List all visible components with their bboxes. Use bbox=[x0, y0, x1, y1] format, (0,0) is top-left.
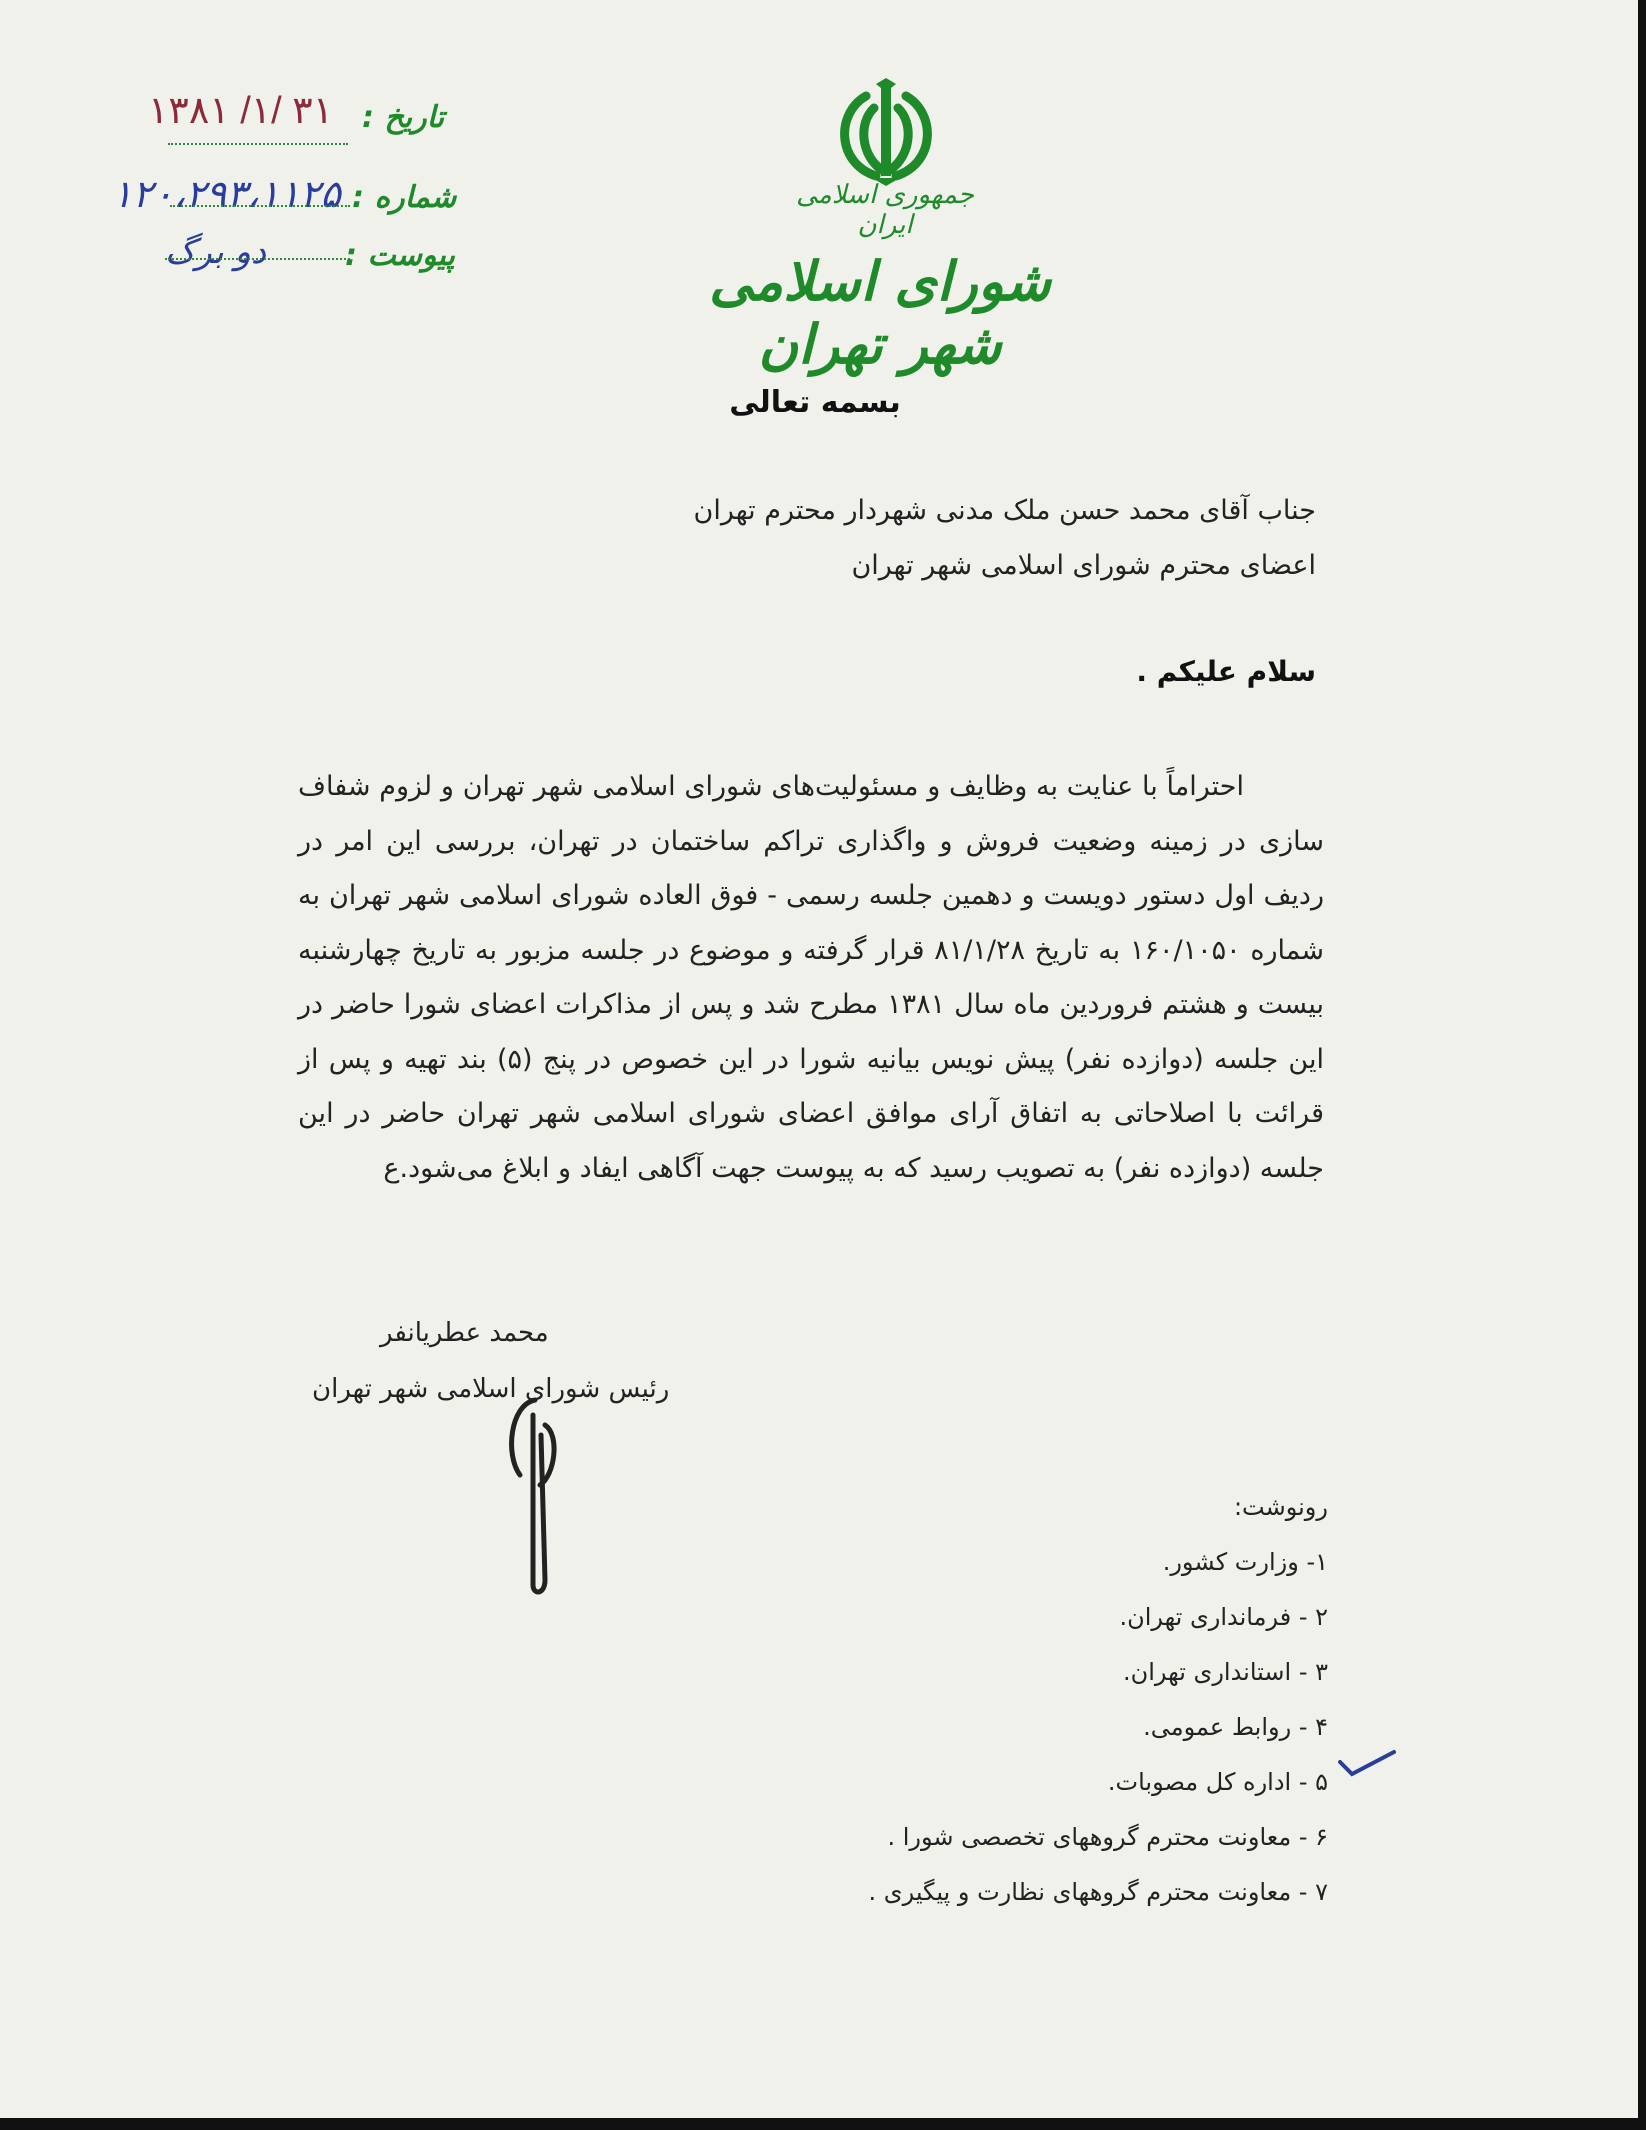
date-stamp: ۱۳۸۱ /۱/ ۳۱ bbox=[148, 90, 334, 132]
iran-emblem-icon bbox=[826, 78, 946, 188]
date-label: تاریخ : bbox=[362, 100, 445, 135]
body-paragraph: احتراماً با عنایت به وظایف و مسئولیت‌های شورای اسلامی شهر تهران و لزوم شفاف سازی در زمینه وضعیت فروش و واگذاری تراکم ساختمان در تهران، بررسی این امر در ردیف اول دستور دویست و دهمین جلسه رسمی - فوق العاده شورای اسلامی شهر تهران به شماره ۱۶۰/۱۰۵۰ به تاریخ ۸۱/۱/۲۸ قرار گرفته و موضوع در جلسه مزبور به تاریخ چهارشنبه بیست و هشتم فروردین ماه سال ۱۳۸۱ مطرح شد و پس از مذاکرات اعضای شورا حاضر در این جلسه (دوازده نفر) پیش نویس بیانیه شورا در این خصوص در پنج (۵) بند تهیه و پس از قرائت با اصلاحاتی به اتفاق آرای موافق اعضای شورای اسلامی شهر تهران حاضر در این جلسه (دوازده نفر) به تصویب رسید که به پیوست جهت آگاهی ایفاد و ابلاغ می‌شود.ع bbox=[298, 771, 1324, 1184]
number-label: شماره : bbox=[352, 180, 457, 215]
attachment-dotted-line bbox=[165, 258, 350, 260]
cc-label: رونوشت: bbox=[1233, 1493, 1328, 1521]
country-name: جمهوری اسلامی ایران bbox=[796, 180, 974, 240]
letter-body bbox=[298, 760, 1324, 1196]
handwritten-signature bbox=[505, 1395, 565, 1595]
date-dotted-line bbox=[168, 143, 348, 145]
cc-item: ۳ - استانداری تهران. bbox=[1123, 1658, 1328, 1686]
organization-name: شورای اسلامی شهر تهران bbox=[709, 250, 1051, 376]
greeting: سلام علیکم . bbox=[1136, 655, 1316, 688]
attachment-label: پیوست : bbox=[345, 238, 455, 273]
cc-item: ۷ - معاونت محترم گروههای نظارت و پیگیری . bbox=[868, 1878, 1328, 1906]
number-dotted-line bbox=[170, 205, 350, 207]
checkmark-icon bbox=[1338, 1748, 1396, 1778]
signatory-title: رئیس شورای اسلامی شهر تهران bbox=[312, 1374, 670, 1404]
cc-item: ۵ - اداره کل مصوبات. bbox=[1107, 1768, 1328, 1796]
invocation: بسمه تعالی bbox=[729, 385, 901, 420]
signatory-name: محمد عطریانفر bbox=[380, 1318, 549, 1348]
recipient-line: جناب آقای محمد حسن ملک مدنی شهردار محترم تهران bbox=[693, 495, 1316, 526]
cc-list bbox=[869, 1480, 1328, 1920]
cc-item: ۶ - معاونت محترم گروههای تخصصی شورا . bbox=[887, 1823, 1328, 1851]
recipient-line: اعضای محترم شورای اسلامی شهر تهران bbox=[851, 550, 1316, 581]
cc-item: ۱- وزارت کشور. bbox=[1162, 1548, 1328, 1576]
attachment-value: دو برگ bbox=[165, 232, 267, 272]
cc-item: ۲ - فرمانداری تهران. bbox=[1119, 1603, 1328, 1631]
cc-item: ۴ - روابط عمومی. bbox=[1143, 1713, 1328, 1741]
letter-number: ۱۲۰،۲۹۳،۱۱۲۵ bbox=[112, 172, 341, 216]
